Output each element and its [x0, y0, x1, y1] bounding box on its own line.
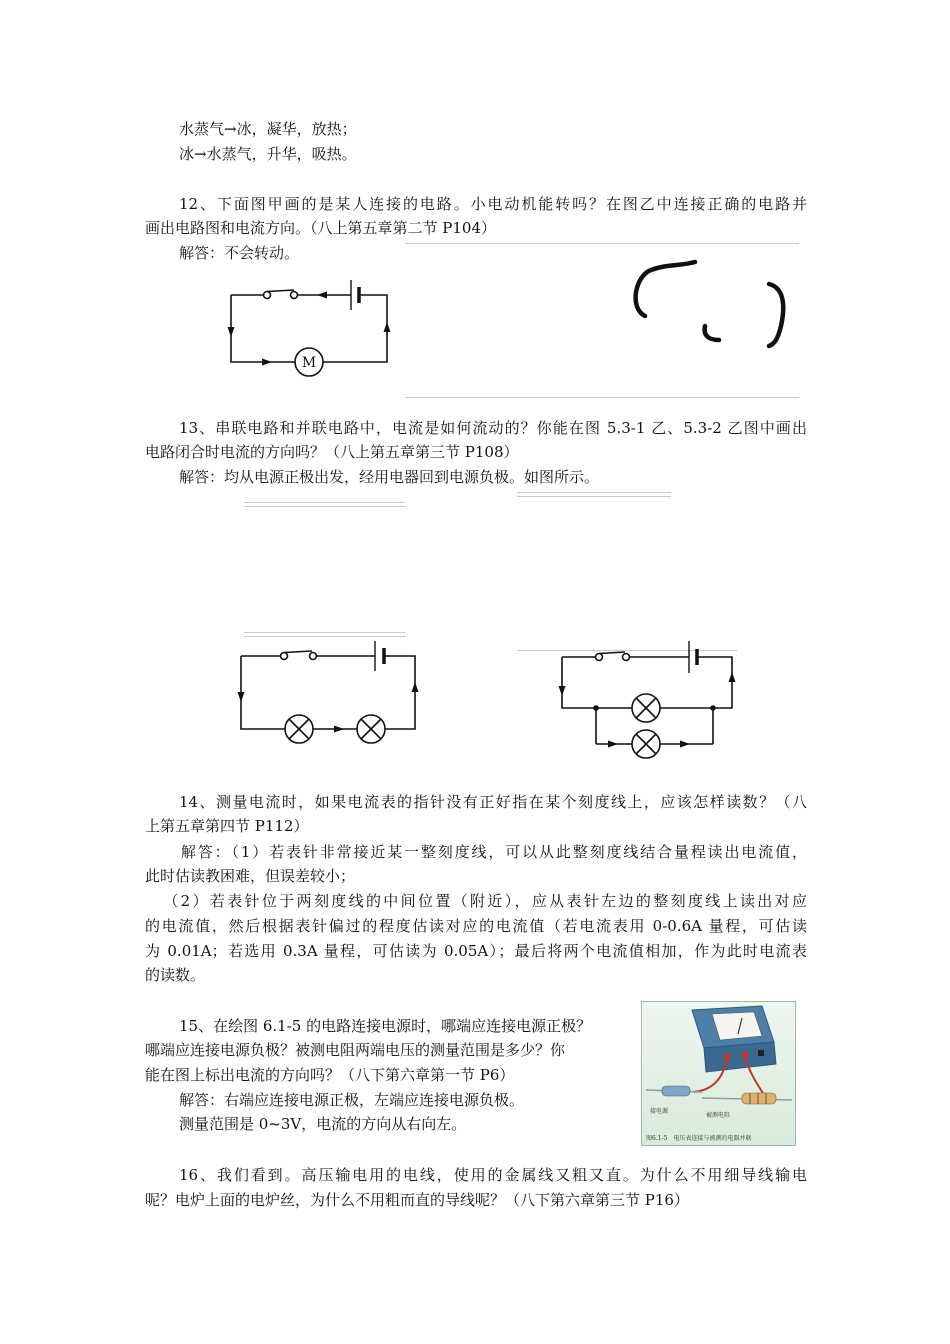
- question-12-line: 画出电路图和电流方向。（八上第五章第二节 P104）: [145, 219, 496, 237]
- question-14-line: 上第五章第四节 P112）: [145, 817, 309, 835]
- question-16-line: 呢？电炉上面的电炉丝，为什么不用粗而直的导线呢？（八下第六章第三节 P16）: [145, 1191, 689, 1209]
- figure-frame-bottom: [405, 397, 799, 398]
- hand-drawn-sketch: [625, 258, 795, 353]
- figure-frame-top: [405, 243, 799, 244]
- question-15-line: 15、在绘图 6.1-5 的电路连接电源时，哪端应连接电源正极？: [179, 1017, 592, 1035]
- answer-14-line: 此时估读教困难，但误差较小；: [145, 867, 356, 885]
- voltmeter-illustration: [642, 1002, 795, 1145]
- answer-12: 解答：不会转动。: [179, 244, 300, 262]
- text-line: 水蒸气→冰，凝华，放热；: [179, 120, 357, 138]
- photo-caption: 图6.1-5 电压表连接与被测的电器并联: [646, 1135, 752, 1142]
- answer-14-line: 的读数。: [145, 966, 206, 984]
- answer-15: 测量范围是 0~3V，电流的方向从右向左。: [179, 1115, 467, 1133]
- answer-13: 解答：均从电源正极出发，经用电器回到电源负极。如图所示。: [179, 468, 600, 486]
- parallel-circuit-diagram: [550, 632, 745, 762]
- question-15-line: 能在图上标出电流的方向吗？（八下第六章第一节 P6）: [145, 1066, 515, 1084]
- voltmeter-photo: [641, 1001, 796, 1146]
- series-circuit-diagram: [233, 640, 423, 750]
- figure-frame-bottom: [244, 632, 405, 637]
- question-13-line: 13、串联电路和并联电路中，电流是如何流动的？你能在图 5.3-1 乙、5.3-2 乙图中画出: [179, 419, 807, 437]
- question-16-line: 16、我们看到。高压输电用的电线，使用的金属线又粗又直。为什么不用细导线输电: [179, 1166, 807, 1184]
- motor-symbol: M: [301, 355, 317, 371]
- photo-label: 接电源: [650, 1108, 669, 1115]
- answer-14-line: 解答：（1）若表针非常接近某一整刻度线，可以从此整刻度线结合量程读出电流值，: [179, 843, 807, 861]
- question-13-line: 电路闭合时电流的方向吗？（八上第五章第三节 P108）: [145, 443, 519, 461]
- answer-14-line: 为 0.01A；若选用 0.3A 量程，可估读为 0.05A）；最后将两个电流值相加，作为此时电流表: [145, 942, 807, 960]
- answer-15: 解答：右端应连接电源正极，左端应连接电源负极。: [179, 1091, 525, 1109]
- question-12-line: 12、下面图甲画的是某人连接的电路。小电动机能转吗？在图乙中连接正确的电路并: [179, 195, 807, 213]
- figure-frame-top: [517, 492, 671, 497]
- answer-14-line: （2）若表针位于两刻度线的中间位置（附近），应从表针左边的整刻度线上读出对应: [161, 892, 807, 910]
- text-line: 冰→水蒸气，升华，吸热。: [179, 145, 357, 163]
- answer-14-line: 的电流值，然后根据表针偏过的程度估读对应的电流值（若电流表用 0-0.6A 量程，可估读: [145, 917, 807, 935]
- photo-label: 被测电阻: [706, 1112, 731, 1119]
- question-14-line: 14、测量电流时，如果电流表的指针没有正好指在某个刻度线上，应该怎样读数？（八: [179, 793, 807, 811]
- question-15-line: 哪端应连接电源负极？被测电阻两端电压的测量范围是多少？你: [145, 1041, 566, 1059]
- motor-circuit-diagram: [220, 272, 400, 382]
- figure-frame-top: [244, 502, 405, 507]
